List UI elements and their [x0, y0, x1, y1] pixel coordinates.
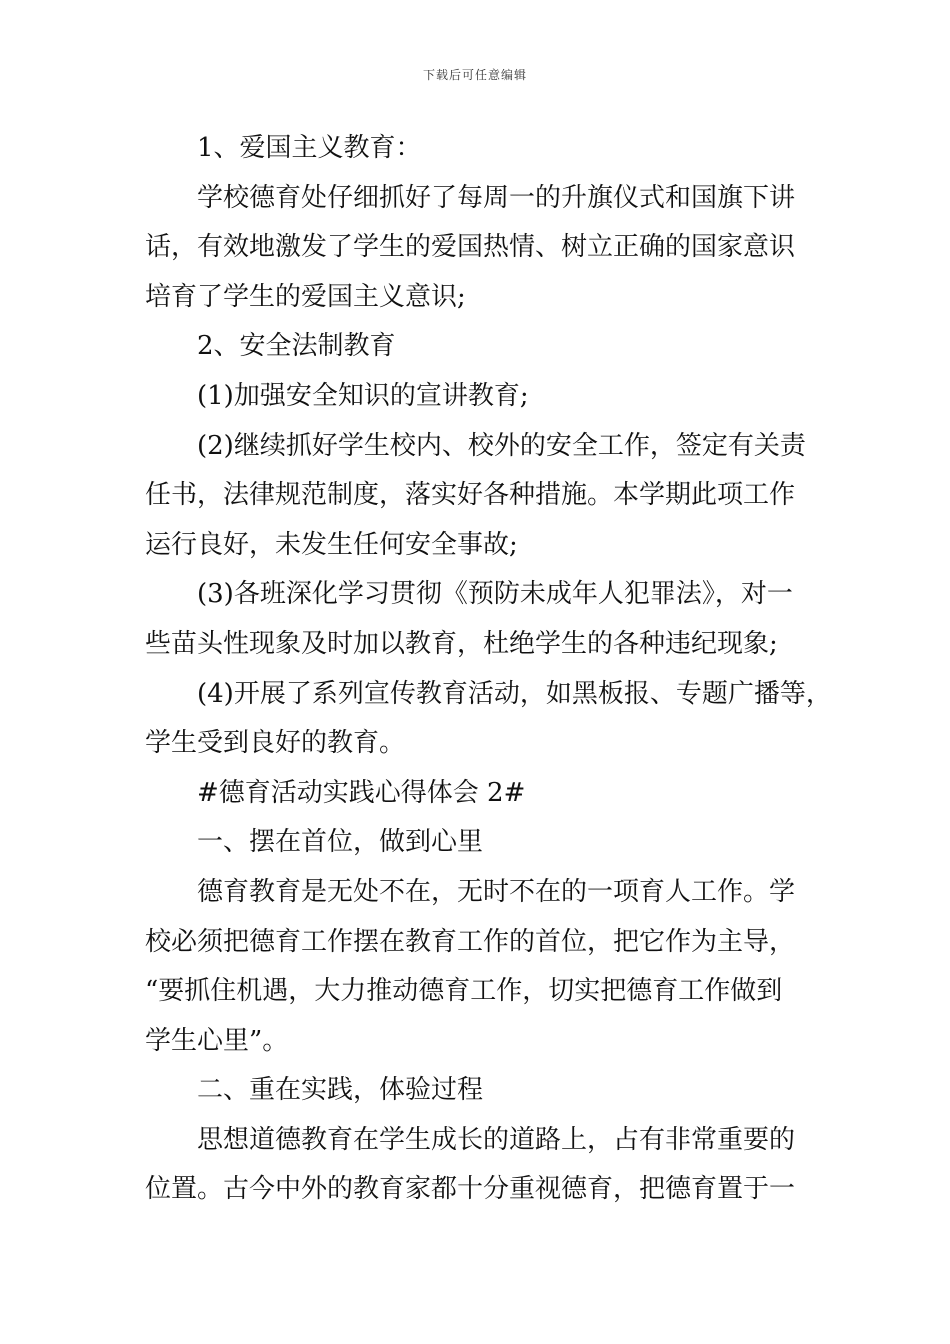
text-line: (2)继续抓好学生校内、校外的安全工作，签定有关责: [197, 430, 806, 461]
text-line: 1、爱国主义教育：: [197, 133, 422, 163]
text-line: 德育教育是无处不在，无时不在的一项育人工作。学: [197, 876, 796, 907]
text-line: 一、摆在首位，做到心里: [197, 827, 484, 858]
text-line: “要抓住机遇，大力推动德育工作，切实把德育工作做到: [145, 976, 783, 1007]
text-line: 任书，法律规范制度，落实好各种措施。本学期此项工作: [145, 480, 796, 511]
text-line: 培育了学生的爱国主义意识;: [145, 281, 466, 312]
text-line: 2、安全法制教育: [197, 331, 396, 362]
section-heading: #德育活动实践心得体会 2#: [197, 777, 526, 808]
text-line: 位置。古今中外的教育家都十分重视德育，把德育置于一: [145, 1174, 796, 1205]
text-line: (4)开展了系列宣传教育活动，如黑板报、专题广播等，: [197, 678, 832, 709]
page-header-note: 下载后可任意编辑: [422, 68, 527, 82]
text-line: 些苗头性现象及时加以教育，杜绝学生的各种违纪现象;: [145, 628, 778, 659]
text-line: 思想道德教育在学生成长的道路上，占有非常重要的: [197, 1124, 796, 1155]
text-line: (1)加强安全知识的宣讲教育;: [197, 380, 529, 411]
text-line: 运行良好，未发生任何安全事故;: [145, 529, 518, 560]
text-line: 学生心里”。: [145, 1025, 289, 1056]
text-line: (3)各班深化学习贯彻《预防未成年人犯罪法》，对一: [197, 579, 793, 610]
text-line: 话，有效地激发了学生的爱国热情、树立正确的国家意识: [145, 232, 796, 263]
text-line: 学生受到良好的教育。: [145, 728, 406, 759]
text-line: 二、重在实践，体验过程: [197, 1075, 484, 1106]
text-line: 学校德育处仔细抓好了每周一的升旗仪式和国旗下讲: [197, 182, 796, 213]
text-line: 校必须把德育工作摆在教育工作的首位，把它作为主导，: [145, 926, 796, 957]
document-body: [145, 124, 832, 1215]
